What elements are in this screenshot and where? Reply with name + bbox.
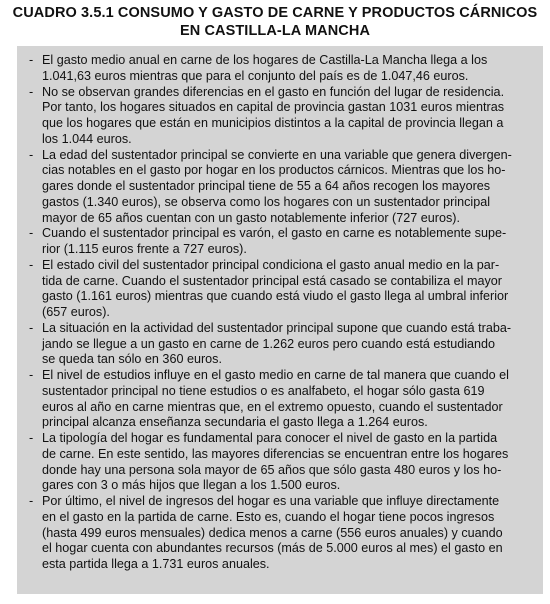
bullet-text-line: cias notables en el gasto por hogar en los productos cárnicos. Mientras que los ho- (42, 163, 506, 178)
bullet-text-line: Cuando el sustentador principal es varón, el gasto en carne es notablemente supe- (42, 226, 507, 241)
bullet-text-line: en el gasto en la partida de carne. Esto es, cuando el hogar tiene pocos ingresos (42, 509, 495, 524)
bullet-text-line: El gasto medio anual en carne de los hogares de Castilla-La Mancha llega a los (42, 53, 488, 67)
bullet-text-line: esta partida llega a 1.731 euros anuales. (42, 557, 270, 571)
bullet-dash: - (29, 84, 34, 99)
bullet-item (29, 226, 533, 258)
document-title (0, 4, 550, 40)
bullet-text-line: jando se llegue a un gasto en carne de 1.262 euros pero cuando está estudiando (42, 336, 496, 351)
bullet-text-line: No se observan grandes diferencias en el gasto en función del lugar de residencia. (42, 84, 505, 99)
bullet-text-line: de carne. En este sentido, las mayores diferencias se encuentran entre los hogares (42, 446, 509, 461)
bullet-item (29, 431, 533, 494)
bullet-text-line: que los hogares que están en municipios distintos a la capital de provincia llegan a (42, 116, 504, 130)
bullet-text-line: donde hay una persona sola mayor de 65 años que sólo gasta 480 euros y los ho- (42, 462, 502, 477)
bullet-text-line: Por tanto, los hogares situados en capital de provincia gastan 1031 euros mientras (42, 100, 505, 115)
bullet-text-line: principal alcanza enseñanza secundaria el gasto llega a 1.264 euros. (42, 415, 428, 430)
bullet-text-line: (657 euros). (42, 305, 110, 319)
bullet-text-line: gastos (1.340 euros), se observa como los hogares con un sustentador principal (42, 194, 491, 209)
bullet-item (29, 494, 533, 573)
bullet-text-line: La situación en la actividad del sustentador principal supone que cuando está traba- (42, 320, 512, 335)
bullet-text-line: gares donde el sustentador principal tiene de 55 a 64 años recogen los mayores (42, 179, 491, 193)
bullet-dash: - (29, 147, 34, 162)
title-line-1: CUADRO 3.5.1 CONSUMO Y GASTO DE CARNE Y PRODUCTOS CÁRNICOS (12, 5, 538, 21)
bullet-text-line: tida de carne. Cuando el sustentador principal está casado se contabiliza el mayor (42, 273, 502, 288)
bullet-item (29, 85, 533, 148)
bullet-dash: - (29, 494, 34, 508)
bullet-item (29, 368, 533, 431)
bullet-text-line: los 1.044 euros. (42, 131, 132, 146)
bullet-text-line: (hasta 499 euros mensuales) dedica menos a carne (556 euros anuales) y cuando (42, 525, 503, 540)
bullet-dash: - (29, 368, 34, 382)
bullet-item (29, 258, 533, 321)
bullet-text-line: mayor de 65 años cuentan con un gasto notablemente inferior (727 euros). (42, 210, 460, 225)
bullet-dash: - (29, 320, 34, 335)
bullet-text-line: El estado civil del sustentador principal condiciona el gasto anual medio en la par- (42, 257, 500, 272)
bullet-text-line: se queda tan sólo en 360 euros. (42, 352, 222, 367)
bullet-dash: - (29, 257, 34, 272)
bullet-text-line: gares con 3 o más hijos que llegan a los 1.500 euros. (42, 478, 341, 493)
bullet-item (29, 53, 533, 85)
bullet-item (29, 321, 533, 368)
bullet-text-line: Por último, el nivel de ingresos del hogar es una variable que influye directamente (42, 494, 500, 508)
bullet-dash: - (29, 431, 34, 445)
bullet-text-line: El nivel de estudios influye en el gasto medio en carne de tal manera que cuando el (42, 368, 509, 382)
shaded-text-box (17, 46, 543, 594)
bullet-text-line: el hogar cuenta con abundantes recursos (más de 5.000 euros al mes) el gasto en (42, 541, 503, 556)
bullet-text-line: 1.041,63 euros mientras que para el conjunto del país es de 1.047,46 euros. (42, 68, 469, 83)
bullet-text-line: gasto (1.161 euros) mientras que cuando está viudo el gasto llega al umbral inferior (42, 289, 509, 304)
bullet-list (29, 53, 533, 573)
bullet-text-line: sustentador principal no tiene estudios o es analfabeto, el hogar sólo gasta 619 (42, 383, 485, 398)
bullet-dash: - (29, 226, 34, 241)
title-line-2: EN CASTILLA-LA MANCHA (179, 23, 371, 39)
bullet-text-line: La tipología del hogar es fundamental para conocer el nivel de gasto en la partida (42, 431, 498, 445)
bullet-text-line: euros al año en carne mientras que, en el extremo opuesto, cuando el sustentador (42, 399, 503, 414)
bullet-text-line: La edad del sustentador principal se convierte en una variable que genera divergen- (42, 147, 512, 162)
bullet-dash: - (29, 53, 34, 67)
bullet-text-line: rior (1.115 euros frente a 727 euros). (42, 242, 247, 256)
bullet-item (29, 148, 533, 227)
